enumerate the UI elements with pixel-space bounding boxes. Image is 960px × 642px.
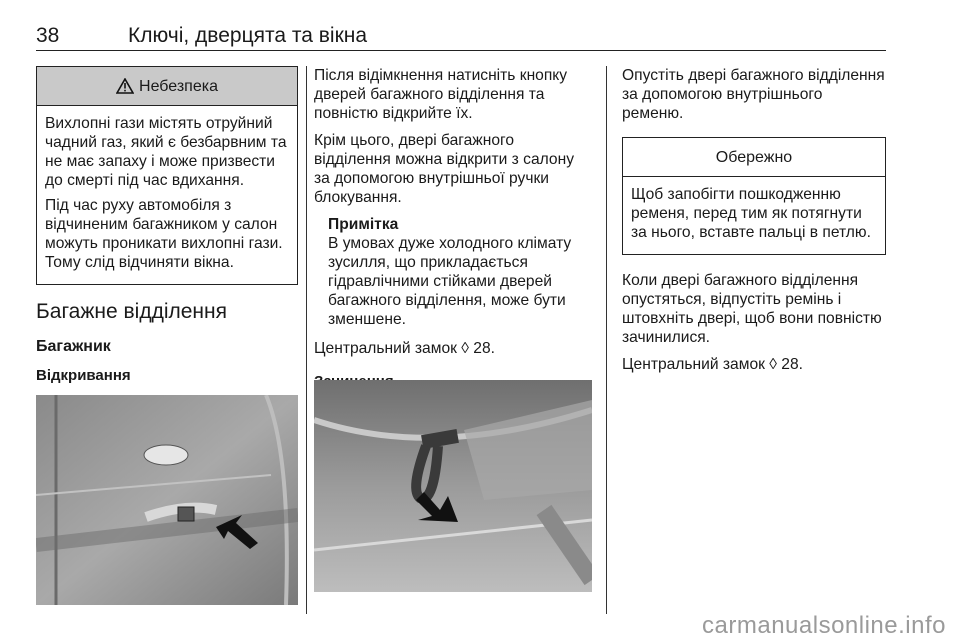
section-heading: Багажне відділення (36, 300, 227, 323)
page-header (36, 26, 886, 51)
caution-body (623, 177, 885, 254)
central-lock-reference-2: Центральний замок ◊ 28. (622, 356, 803, 373)
caution-box-header (623, 138, 885, 177)
note-block (314, 215, 592, 329)
page-number: 38 (36, 24, 60, 47)
column-3 (622, 66, 886, 382)
watermark: carmanualsonline.info (702, 612, 946, 639)
subsection-heading: Багажник (36, 338, 111, 355)
danger-box (36, 66, 298, 285)
caution-text: Щоб запобігти пошкодженню ременя, перед тим як потягнути за нього, вставте пальці в петлю. (631, 186, 871, 241)
note-title: Примітка (328, 216, 399, 233)
danger-title: Небезпека (139, 77, 218, 95)
note-body: В умовах дуже холодного клімату зусилля, що прикладається гідравлічними стійками дверей багажного відділення, може бути зменшене. (328, 235, 572, 328)
central-lock-reference: Центральний замок ◊ 28. (314, 340, 495, 357)
column-2 (314, 66, 592, 401)
opening-heading: Відкривання (36, 367, 131, 384)
danger-box-header (37, 67, 297, 106)
col2-paragraph-2: Крім цього, двері багажного відділення можна відкрити з салону за допомогою внутрішньої ручки блокування. (314, 132, 574, 206)
danger-text-2: Під час руху автомобіля з відчиненим багажником у салон можуть проникати вихлопні гази. Тому слід відчиняти вікна. (45, 197, 283, 271)
col2-paragraph-1: Після відімкнення натисніть кнопку дверей багажного відділення та повністю відкрийте їх. (314, 67, 568, 122)
column-1 (36, 66, 298, 395)
caution-box (622, 137, 886, 255)
column-divider-2 (606, 66, 607, 614)
danger-text-1: Вихлопні гази містять отруйний чадний газ, який є безбарвним та не має запаху і може призвести до смерті під час вдихання. (45, 115, 287, 189)
col3-paragraph-2: Коли двері багажного відділення опустяться, відпустіть ремінь і штовхніть двері, щоб вони повністю зачинилися. (622, 272, 882, 346)
caution-title: Обережно (715, 148, 793, 166)
col3-paragraph-1: Опустіть двері багажного відділення за допомогою внутрішнього ременю. (622, 67, 885, 122)
warning-triangle-icon (116, 78, 134, 94)
page-title: Ключі, дверцята та вікна (128, 24, 368, 47)
column-divider-1 (306, 66, 307, 614)
danger-body (37, 106, 297, 284)
tailgate-handle-illustration (36, 395, 298, 605)
tailgate-strap-illustration (314, 380, 592, 592)
